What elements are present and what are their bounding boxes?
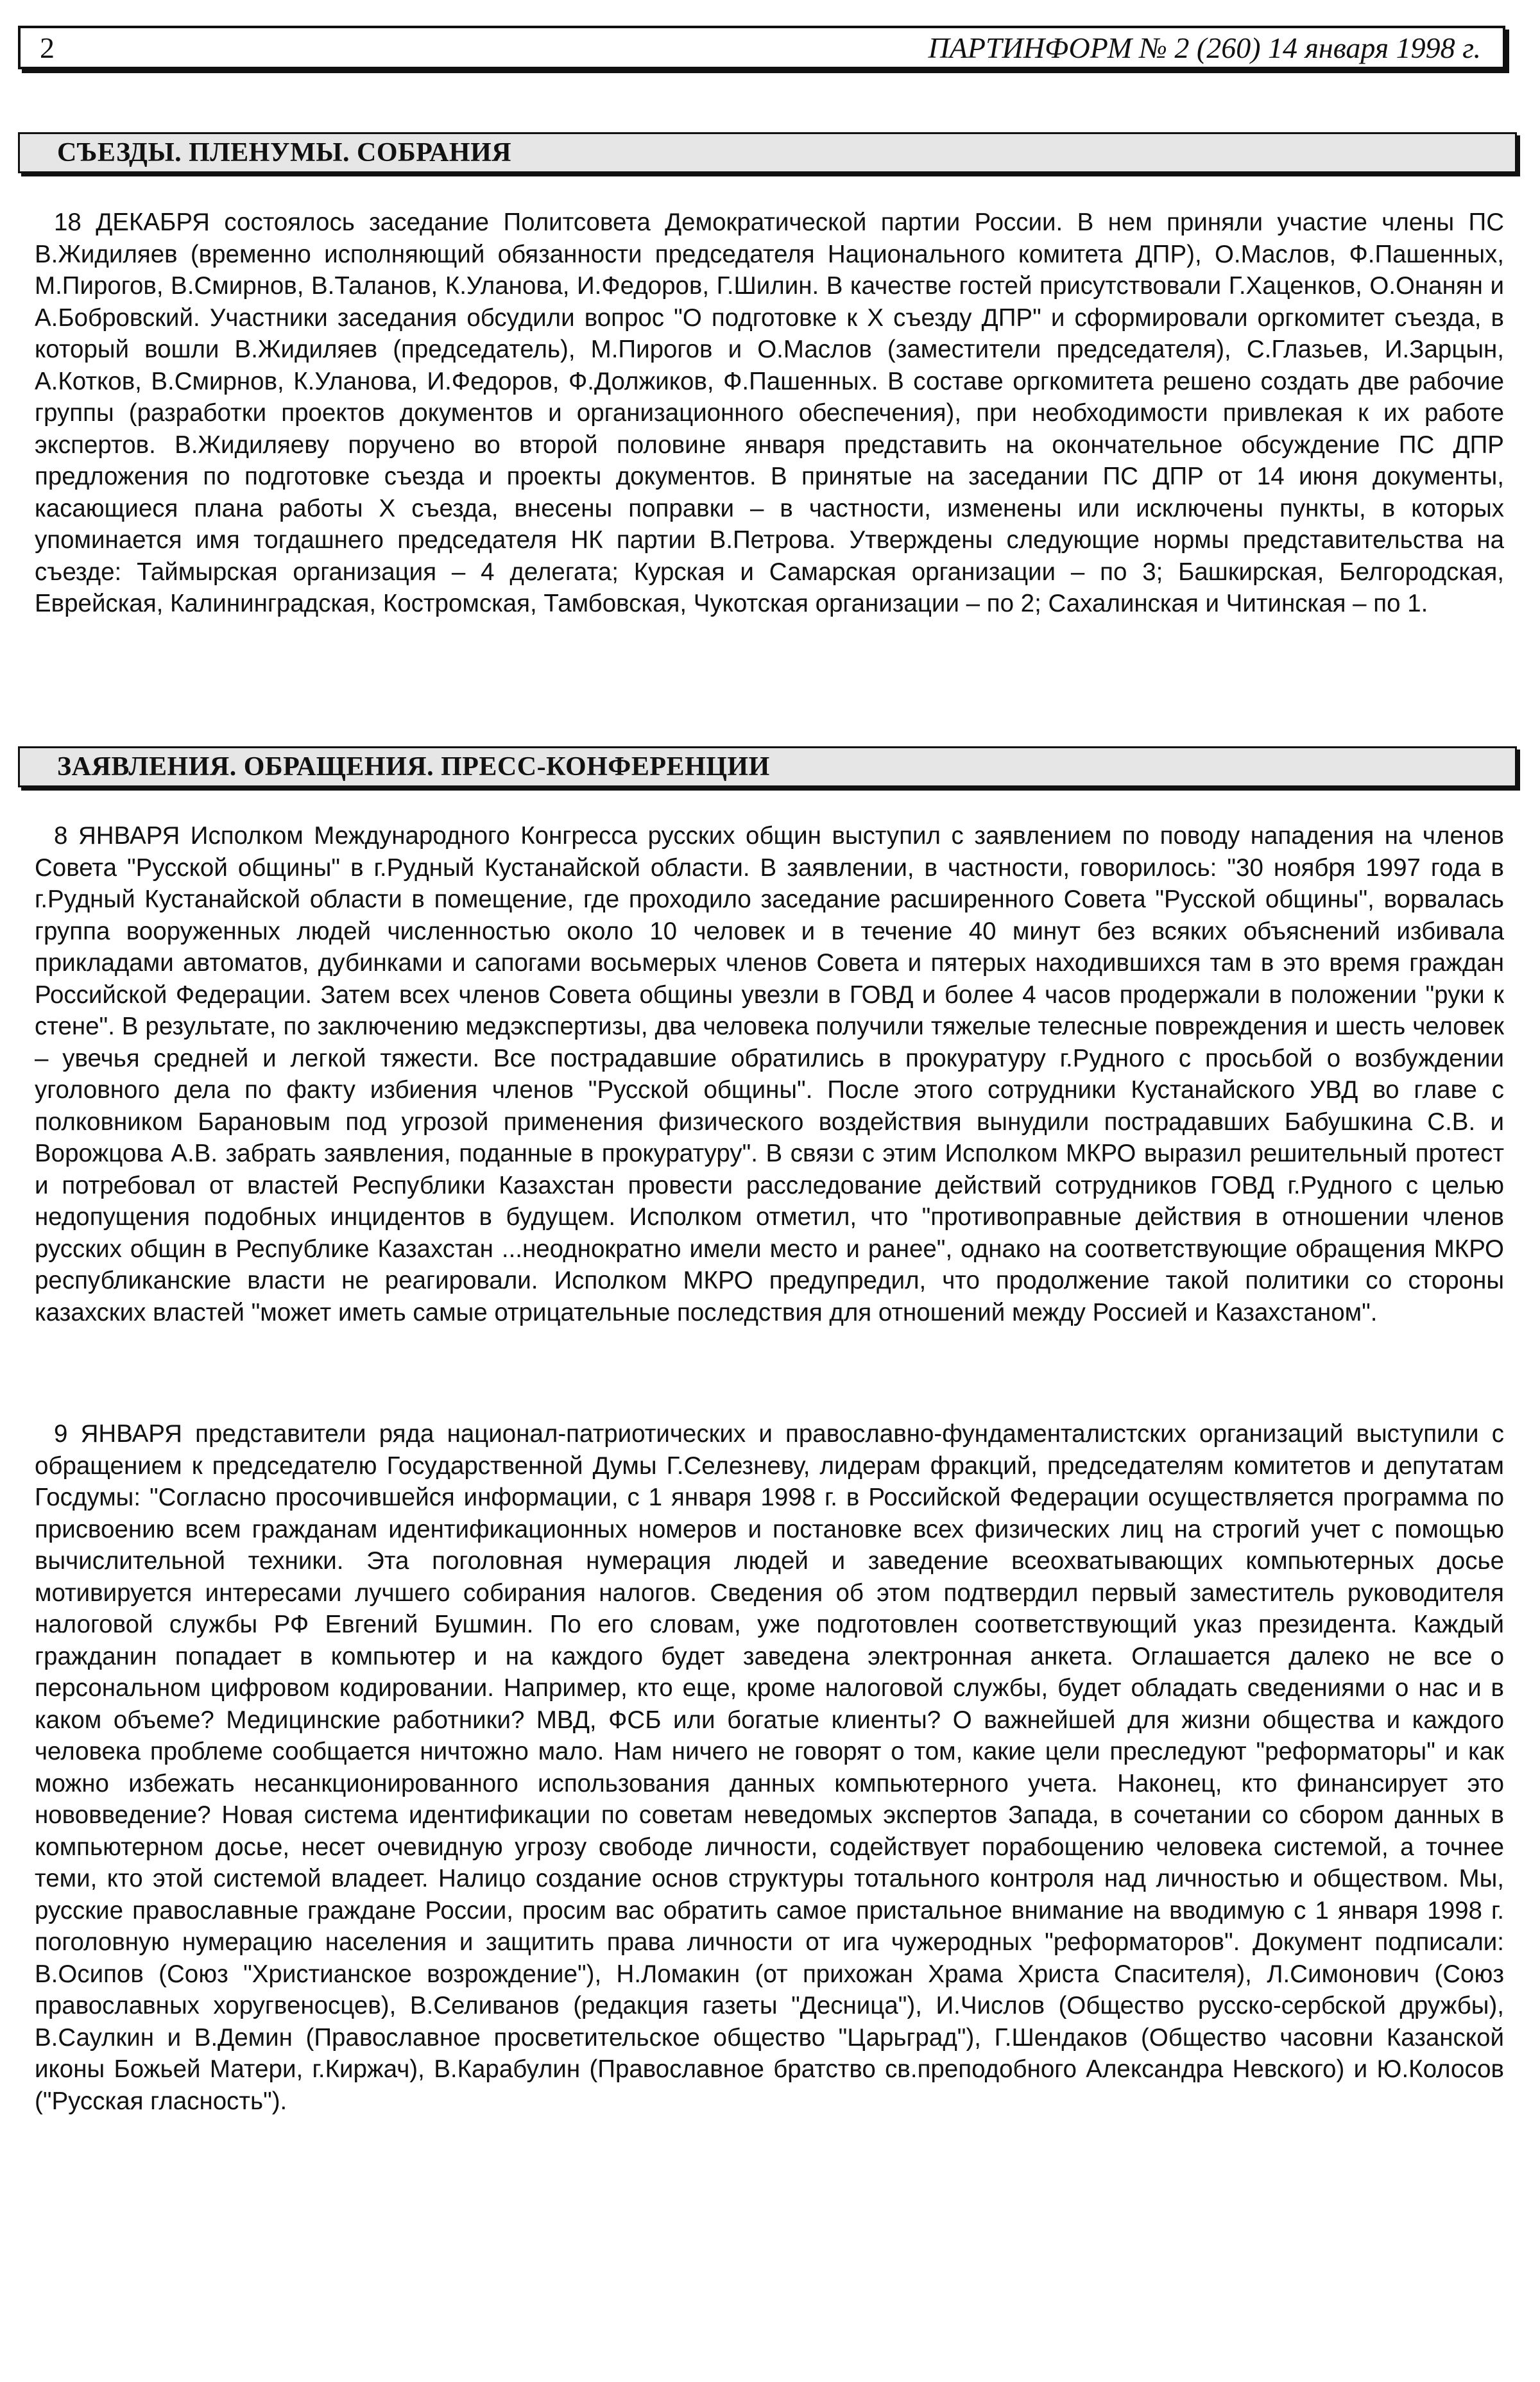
section-heading-statements: ЗАЯВЛЕНИЯ. ОБРАЩЕНИЯ. ПРЕСС-КОНФЕРЕНЦИИ xyxy=(18,746,1517,787)
issue-info: ПАРТИНФОРМ № 2 (260) 14 января 1998 г. xyxy=(928,31,1481,64)
section-heading-congresses: СЪЕЗДЫ. ПЛЕНУМЫ. СОБРАНИЯ xyxy=(18,132,1517,173)
article-paragraph: 8 ЯНВАРЯ Исполком Международного Конгресса русских общин выступил с заявлением по поводу нападения на членов Совета "Русской общины" в г.Рудный Кустанайской области. В заявлении, в частности, говорилось: "30 ноября 1997 года в г.Рудный Кустанайской области в помещение, где проходило заседание расширенного Совета "Русской общины", ворвалась группа вооруженных людей численностью около 10 человек и в течение 40 минут без всяких объяснений избивала прикладами автоматов, дубинками и сапогами восьмерых членов Совета и пятерых находившихся там в это время граждан Российской Федерации. Затем всех членов Совета общины увезли в ГОВД и более 4 часов продержали в положении "руки к стене". В результате, по заключению медэкспертизы, два человека получили тяжелые телесные повреждения и шесть человек – увечья средней и легкой тяжести. Все пострадавшие обратились в прокуратуру г.Рудного с просьбой о возбуждении уголовного дела по факту избиения членов "Русской общины". После этого сотрудники Кустанайского УВД во главе с полковником Барановым под угрозой применения физического воздействия вынудили пострадавших Бабушкина С.В. и Ворожцова А.В. забрать заявления, поданные в прокуратуру". В связи с этим Исполком МКРО выразил решительный протест и потребовал от властей Республики Казахстан провести расследование действий сотрудников ГОВД г.Рудного с целью недопущения подобных инцидентов в будущем. Исполком отметил, что "противоправные действия в отношении членов русских общин в Республике Казахстан ...неоднократно имели место и ранее", однако на соответствующие обращения МКРО республиканские власти не реагировали. Исполком МКРО предупредил, что продолжение такой политики со стороны казахских властей "может иметь самые отрицательные последствия для отношений между Россией и Казахстаном". xyxy=(35,822,1504,1326)
article-paragraph: 9 ЯНВАРЯ представители ряда национал-патриотических и православно-фундаменталистских организаций выступили с обращением к председателю Государственной Думы Г.Селезневу, лидерам фракций, председателям комитетов и депутатам Госдумы: "Согласно просочившейся информации, с 1 января 1998 г. в Российской Федерации осуществляется программа по присвоению всем гражданам идентификационных номеров и постановке всех физических лиц на строгий учет с помощью вычислительной техники. Эта поголовная нумерация людей и заведение всеохватывающих компьютерных досье мотивируется интересами лучшего собирания налогов. Сведения об этом подтвердил первый заместитель руководителя налоговой службы РФ Евгений Бушмин. По его словам, уже подготовлен соответствующий указ президента. Каждый гражданин попадает в компьютер и на каждого будет заведена электронная анкета. Оглашается далеко не все о персональном цифровом кодировании. Например, кто еще, кроме налоговой службы, будет обладать сведениями о нас и в каком объеме? Медицинские работники? МВД, ФСБ или богатые клиенты? О важнейшей для жизни общества и каждого человека проблеме сообщается ничтожно мало. Нам ничего не говорят о том, какие цели преследуют "реформаторы" и как можно избежать несанкционированного использования данных компьютерного учета. Наконец, кто финансирует это нововведение? Новая система идентификации по советам неведомых экспертов Запада, в сочетании со сбором данных в компьютерном досье, несет очевидную угрозу свободе личности, содействует порабощению человека системой, а точнее теми, кто этой системой владеет. Налицо создание основ структуры тотального контроля над личностью и обществом. Мы, русские православные граждане России, просим вас обратить самое пристальное внимание на вводимую с 1 января 1998 г. поголовную нумерацию населения и защитить права личности от ига чужеродных "реформаторов". Документ подписали: В.Осипов (Союз "Христианское возрождение"), Н.Ломакин (от прихожан Храма Христа Спасителя), Л.Симонович (Союз православных хоругвеносцев), В.Селиванов (редакция газеты "Десница"), И.Числов (Общество русско-сербской дружбы), В.Саулкин и В.Демин (Православное просветительское общество "Царьград"), Г.Шендаков (Общество часовни Казанской иконы Божьей Матери, г.Киржач), В.Карабулин (Православное братство св.преподобного Александра Невского) и Ю.Колосов ("Русская гласность"). xyxy=(35,1420,1504,2115)
article-paragraph: 18 ДЕКАБРЯ состоялось заседание Политсовета Демократической партии России. В нем приняли участие члены ПС В.Жидиляев (временно исполняющий обязанности председателя Национального комитета ДПР), О.Маслов, Ф.Пашенных, М.Пирогов, В.Смирнов, В.Таланов, К.Уланова, И.Федоров, Г.Шилин. В качестве гостей присутствовали Г.Хаценков, О.Онанян и А.Бобровский. Участники заседания обсудили вопрос "О подготовке к X съезду ДПР" и сформировали оргкомитет съезда, в который вошли В.Жидиляев (председатель), М.Пирогов и О.Маслов (заместители председателя), С.Глазьев, И.Зарцын, А.Котков, В.Смирнов, К.Уланова, И.Федоров, Ф.Должиков, Ф.Пашенных. В составе оргкомитета решено создать две рабочие группы (разработки проектов документов и организационного обеспечения), при необходимости привлекая к их работе экспертов. В.Жидиляеву поручено во второй половине января представить на окончательное обсуждение ПС ДПР предложения по подготовке съезда и проекты документов. В принятые на заседании ПС ДПР от 14 июня документы, касающиеся плана работы X съезда, внесены поправки – в частности, изменены или исключены пункты, в которых упоминается имя тогдашнего председателя НК партии В.Петрова. Утверждены следующие нормы представительства на съезде: Таймырская организация – 4 делегата; Курская и Самарская организации – по 3; Башкирская, Белгородская, Еврейская, Калининградская, Костромская, Тамбовская, Чукотская организации – по 2; Сахалинская и Читинская – по 1. xyxy=(35,209,1504,617)
page-header xyxy=(18,26,1505,69)
page-number: 2 xyxy=(40,31,55,64)
